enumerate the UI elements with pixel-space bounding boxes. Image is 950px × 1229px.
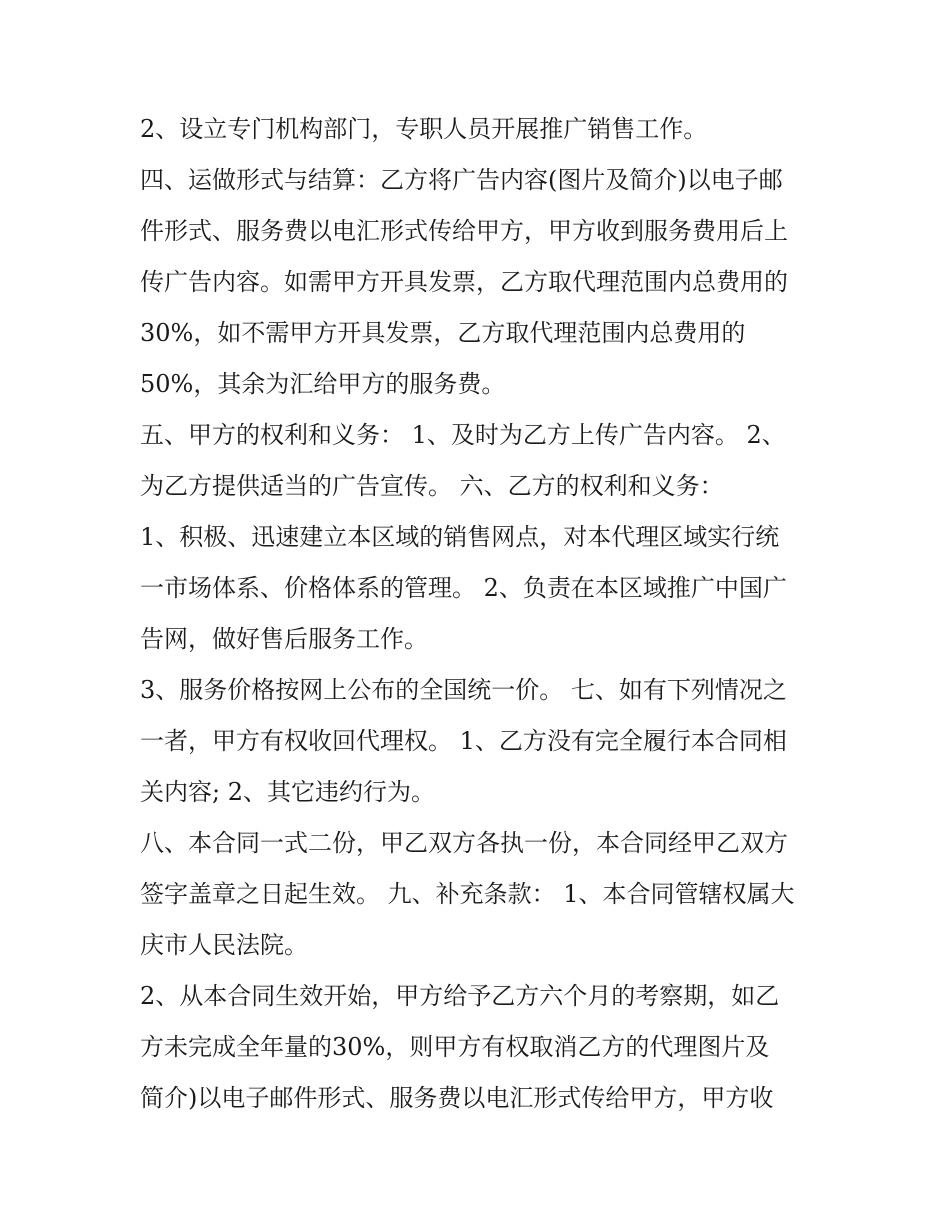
- text-line: 一市场体系、价格体系的管理。 2、负责在本区域推广中国广: [140, 574, 787, 602]
- text-line: 50%，其余为汇给甲方的服务费。: [140, 370, 506, 398]
- text-line: 3、服务价格按网上公布的全国统一价。 七、如有下列情况之: [140, 676, 787, 704]
- text-line: 简介)以电子邮件形式、服务费以电汇形式传给甲方，甲方收: [140, 1084, 774, 1112]
- text-line: 告网，做好售后服务工作。: [140, 625, 428, 653]
- text-line: 传广告内容。如需甲方开具发票，乙方取代理范围内总费用的: [140, 268, 788, 296]
- text-line: 庆市人民法院。: [140, 931, 308, 959]
- text-line: 件形式、服务费以电汇形式传给甲方，甲方收到服务费用后上: [140, 217, 788, 245]
- text-line: 八、本合同一式二份，甲乙双方各执一份，本合同经甲乙双方: [140, 829, 788, 857]
- text-line: 1、积极、迅速建立本区域的销售网点，对本代理区域实行统: [140, 523, 780, 551]
- text-line: 方未完成全年量的30%，则甲方有权取消乙方的代理图片及: [140, 1033, 770, 1061]
- text-line: 签字盖章之日起生效。 九、补充条款： 1、本合同管辖权属大: [140, 880, 795, 908]
- text-line: 四、运做形式与结算：乙方将广告内容(图片及简介)以电子邮: [140, 166, 783, 194]
- contract-text-body: [140, 104, 830, 1124]
- text-line: 关内容; 2、其它违约行为。: [140, 778, 435, 806]
- text-line: 为乙方提供适当的广告宣传。 六、乙方的权利和义务：: [140, 472, 724, 500]
- text-line: 30%，如不需甲方开具发票，乙方取代理范围内总费用的: [140, 319, 746, 347]
- text-line: 五、甲方的权利和义务： 1、及时为乙方上传广告内容。 2、: [140, 421, 786, 449]
- text-line: 2、从本合同生效开始，甲方给予乙方六个月的考察期，如乙: [140, 982, 780, 1010]
- text-line: 一者，甲方有权收回代理权。 1、乙方没有完全履行本合同相: [140, 727, 787, 755]
- text-line: 2、设立专门机构部门，专职人员开展推广销售工作。: [140, 115, 708, 143]
